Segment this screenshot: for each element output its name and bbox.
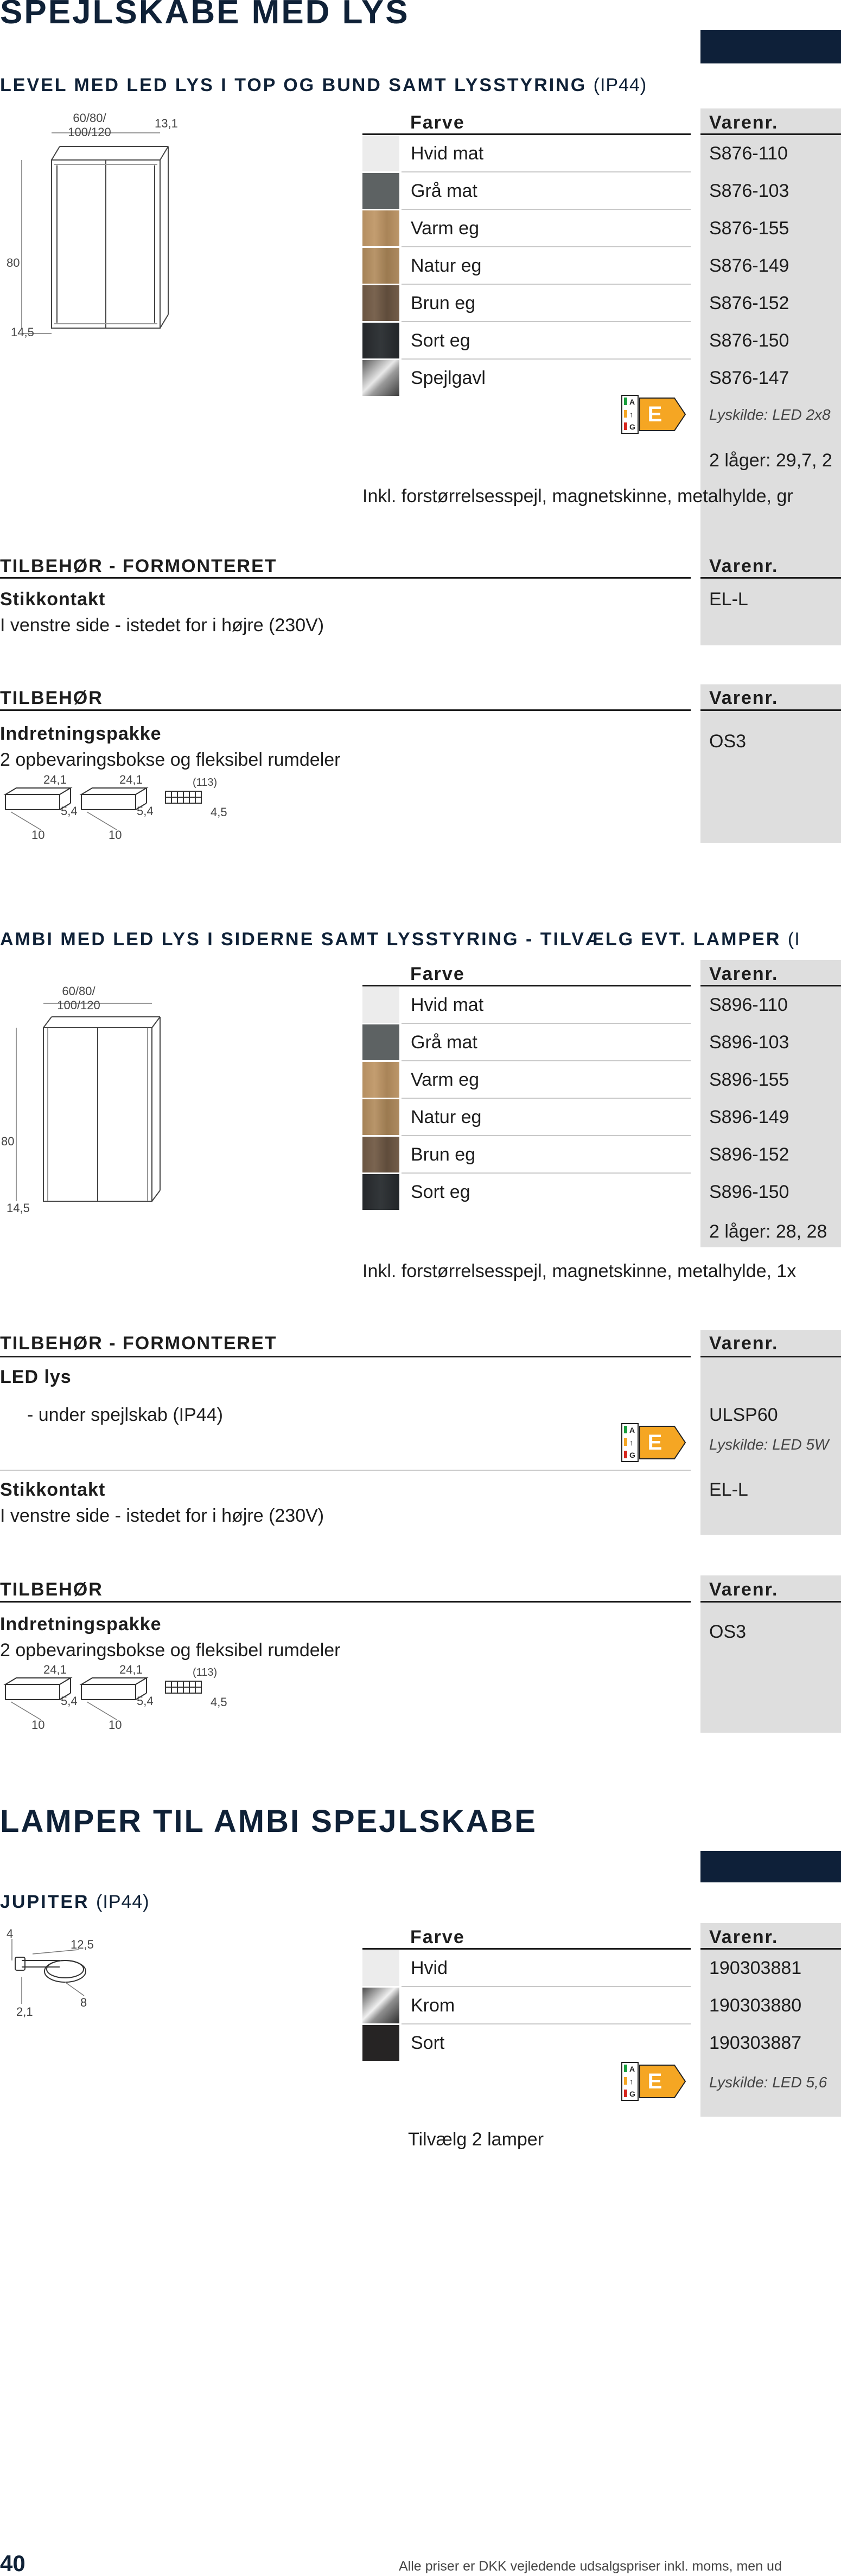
energy-class-letter: E xyxy=(647,1431,662,1454)
section-rule xyxy=(700,1948,841,1950)
swatch-spejlgavl xyxy=(362,360,399,396)
lamps-title: LAMPER TIL AMBI SPEJLSKABE xyxy=(0,1804,537,1839)
ambi-dim-bottom: 14,5 xyxy=(7,1201,30,1215)
level-acc-pre-desc: I venstre side - istedet for i højre (230V) xyxy=(0,615,324,636)
swatch-sort xyxy=(362,2025,399,2061)
lamps-row-item: 190303880 xyxy=(709,1995,802,2016)
section-rule xyxy=(362,985,691,986)
section-rule xyxy=(0,1356,691,1357)
ambi-acc-pre-col-item: Varenr. xyxy=(709,1333,779,1354)
row-divider xyxy=(402,1135,691,1136)
level-row-item: S876-147 xyxy=(709,368,789,388)
dim-label: 10 xyxy=(31,828,45,842)
ambi-acc-title: TILBEHØR xyxy=(0,1579,103,1600)
level-heading: LEVEL MED LED LYS I TOP OG BUND SAMT LYSSTYRING (IP44) xyxy=(0,75,647,95)
ambi-row-item: S896-103 xyxy=(709,1032,789,1053)
lamps-col-color: Farve xyxy=(410,1927,465,1947)
dim-label: 8 xyxy=(80,1996,87,2009)
row-divider xyxy=(402,1986,691,1987)
dim-label: 12,5 xyxy=(71,1938,94,1951)
row-divider xyxy=(402,284,691,285)
level-acc-pre-col-item: Varenr. xyxy=(709,556,779,576)
ambi-row-color: Brun eg xyxy=(411,1144,476,1165)
level-incl-note: Inkl. forstørrelsesspejl, magnetskinne, metalhylde, gr xyxy=(362,486,793,507)
dim-label: 4 xyxy=(7,1927,14,1940)
ambi-incl-note: Inkl. forstørrelsesspejl, magnetskinne, metalhylde, 1x xyxy=(362,1261,797,1281)
level-dim-depth: 13,1 xyxy=(155,117,178,130)
ambi-col-color: Farve xyxy=(410,964,465,984)
section-rule xyxy=(0,577,691,579)
ambi-row-color: Hvid mat xyxy=(411,995,484,1015)
dim-label: (113) xyxy=(193,777,218,789)
lamps-light-source: Lyskilde: LED 5,6 xyxy=(709,2074,827,2091)
level-row-color: Brun eg xyxy=(411,293,476,313)
level-acc-desc: 2 opbevaringsbokse og fleksibel rumdeler xyxy=(0,749,341,770)
lamps-row-color: Krom xyxy=(411,1995,455,2016)
section-rule xyxy=(700,709,841,711)
section-rule xyxy=(700,577,841,579)
level-dim-width2: 100/120 xyxy=(68,125,111,139)
ambi-acc-item: OS3 xyxy=(709,1622,747,1642)
energy-class-letter: E xyxy=(647,2069,662,2093)
level-col-color: Farve xyxy=(410,112,465,133)
dim-label: 24,1 xyxy=(43,773,67,786)
swatch-hvid-mat xyxy=(362,987,399,1023)
ambi-row-item: S896-150 xyxy=(709,1182,789,1202)
level-row-item: S876-155 xyxy=(709,218,789,239)
section-rule xyxy=(0,1601,691,1603)
level-row-color: Varm eg xyxy=(411,218,479,239)
svg-text:A: A xyxy=(629,398,635,406)
level-acc-pre-item: EL-L xyxy=(709,589,748,610)
navy-price-header xyxy=(700,1851,841,1882)
ambi-acc-desc: 2 opbevaringsbokse og fleksibel rumdeler xyxy=(0,1640,341,1661)
svg-text:G: G xyxy=(629,2090,635,2098)
ambi-dim-width2: 100/120 xyxy=(57,998,100,1012)
ambi-acc-pre-bg xyxy=(700,1330,841,1535)
level-item-rule xyxy=(700,133,841,135)
row-divider xyxy=(402,246,691,247)
led-lys-source: Lyskilde: LED 5W xyxy=(709,1436,829,1453)
lamps-row-item: 190303881 xyxy=(709,1958,802,1978)
stikkontakt-item: EL-L xyxy=(709,1479,748,1500)
jupiter-heading: JUPITER (IP44) xyxy=(0,1892,150,1912)
dim-label: 4,5 xyxy=(211,1695,227,1709)
stikkontakt-name: Stikkontakt xyxy=(0,1479,106,1500)
dim-label: 10 xyxy=(109,828,122,842)
level-row-color: Hvid mat xyxy=(411,143,484,164)
row-divider xyxy=(402,1172,691,1174)
ambi-heading: AMBI MED LED LYS I SIDERNE SAMT LYSSTYRING - TILVÆLG EVT. LAMPER (I xyxy=(0,929,800,950)
lamps-note: Tilvælg 2 lamper xyxy=(408,2129,544,2150)
level-row-color: Grå mat xyxy=(411,181,477,201)
swatch-varm-eg xyxy=(362,1062,399,1098)
level-acc-col-item: Varenr. xyxy=(709,688,779,708)
level-row-color: Sort eg xyxy=(411,330,470,351)
svg-text:↑: ↑ xyxy=(629,1438,633,1447)
energy-label-icon xyxy=(621,1423,687,1462)
energy-label-icon xyxy=(621,2062,687,2101)
row-divider xyxy=(402,1060,691,1061)
page-number: 40 xyxy=(0,2551,26,2576)
level-row-color: Natur eg xyxy=(411,255,482,276)
level-col-item: Varenr. xyxy=(709,112,779,133)
svg-text:↑: ↑ xyxy=(629,2077,633,2086)
dim-label: 24,1 xyxy=(119,1663,143,1676)
lamps-row-color: Sort xyxy=(411,2033,445,2053)
level-organizer-drawing xyxy=(0,773,255,841)
led-lys-item: ULSP60 xyxy=(709,1405,778,1425)
level-cabinet-drawing xyxy=(0,111,178,350)
level-acc-title: TILBEHØR xyxy=(0,688,103,708)
row-divider xyxy=(402,209,691,210)
swatch-sort-eg xyxy=(362,323,399,358)
svg-text:G: G xyxy=(629,1451,635,1459)
ambi-acc-name: Indretningspakke xyxy=(0,1614,162,1635)
level-row-item: S876-103 xyxy=(709,181,789,201)
led-lys-name: LED lys xyxy=(0,1367,72,1387)
dim-label: 5,4 xyxy=(61,1694,78,1708)
dim-label: 5,4 xyxy=(61,804,78,818)
ambi-cabinet-drawing xyxy=(0,984,174,1223)
swatch-brun-eg xyxy=(362,285,399,321)
level-color-rule xyxy=(362,133,691,135)
navy-price-header xyxy=(700,30,841,63)
lamps-row-item: 190303887 xyxy=(709,2033,802,2053)
ambi-row-color: Varm eg xyxy=(411,1069,479,1090)
section-rule xyxy=(700,985,841,986)
swatch-hvid xyxy=(362,1950,399,1986)
level-dim-width: 60/80/ xyxy=(73,111,106,125)
ambi-row-color: Natur eg xyxy=(411,1107,482,1127)
row-divider xyxy=(402,1023,691,1024)
swatch-graa-mat xyxy=(362,173,399,209)
level-row-color: Spejlgavl xyxy=(411,368,486,388)
level-row-item: S876-150 xyxy=(709,330,789,351)
ambi-row-color: Sort eg xyxy=(411,1182,470,1202)
dim-label: 5,4 xyxy=(137,1694,154,1708)
ambi-row-item: S896-110 xyxy=(709,995,788,1015)
section-rule xyxy=(700,1601,841,1603)
swatch-krom xyxy=(362,1988,399,2023)
ambi-row-color: Grå mat xyxy=(411,1032,477,1053)
level-acc-name: Indretningspakke xyxy=(0,723,162,744)
ambi-acc-pre-title: TILBEHØR - FORMONTERET xyxy=(0,1333,277,1354)
level-acc-pre-name: Stikkontakt xyxy=(0,589,106,610)
dim-label: (113) xyxy=(193,1667,218,1678)
dim-label: 10 xyxy=(109,1718,122,1732)
ambi-row-item: S896-149 xyxy=(709,1107,789,1127)
energy-class-letter: E xyxy=(647,402,662,426)
page-title: SPEJLSKABE MED LYS xyxy=(0,0,410,31)
lamps-col-item: Varenr. xyxy=(709,1927,779,1947)
ambi-acc-col-item: Varenr. xyxy=(709,1579,779,1600)
ambi-row-item: S896-155 xyxy=(709,1069,789,1090)
level-acc-item: OS3 xyxy=(709,731,747,752)
lamps-row-color: Hvid xyxy=(411,1958,448,1978)
row-divider xyxy=(402,358,691,360)
jupiter-lamp-drawing xyxy=(0,1928,125,2036)
level-dim-height: 80 xyxy=(7,256,20,270)
level-acc-pre-title: TILBEHØR - FORMONTERET xyxy=(0,556,277,576)
section-rule xyxy=(0,709,691,711)
ambi-row-item: S896-152 xyxy=(709,1144,789,1165)
dim-label: 24,1 xyxy=(43,1663,67,1676)
dim-label: 10 xyxy=(31,1718,45,1732)
footer-note: Alle priser er DKK vejledende udsalgspriser inkl. moms, men ud xyxy=(399,2559,782,2574)
led-lys-desc: - under spejlskab (IP44) xyxy=(27,1405,223,1425)
level-doors-note: 2 låger: 29,7, 2 xyxy=(709,450,832,471)
svg-text:G: G xyxy=(629,422,635,431)
section-rule xyxy=(362,1948,691,1950)
svg-text:↑: ↑ xyxy=(629,410,633,419)
swatch-graa-mat xyxy=(362,1024,399,1060)
ambi-dim-width: 60/80/ xyxy=(62,984,95,998)
row-divider xyxy=(402,2023,691,2024)
stikkontakt-desc: I venstre side - istedet for i højre (230V) xyxy=(0,1505,324,1526)
swatch-natur-eg xyxy=(362,1099,399,1135)
svg-text:A: A xyxy=(629,1426,635,1434)
dim-label: 2,1 xyxy=(16,2005,33,2018)
swatch-brun-eg xyxy=(362,1137,399,1172)
row-divider xyxy=(402,321,691,322)
dim-label: 24,1 xyxy=(119,773,143,786)
level-light-source: Lyskilde: LED 2x8 xyxy=(709,406,831,423)
ambi-organizer-drawing xyxy=(0,1663,255,1731)
svg-text:A: A xyxy=(629,2065,635,2073)
dim-label: 5,4 xyxy=(137,804,154,818)
level-dim-bottom: 14,5 xyxy=(11,325,34,339)
level-row-item: S876-149 xyxy=(709,255,789,276)
swatch-sort-eg xyxy=(362,1174,399,1210)
ambi-col-item: Varenr. xyxy=(709,964,779,984)
ambi-dim-height: 80 xyxy=(1,1135,15,1148)
swatch-hvid-mat xyxy=(362,136,399,171)
swatch-varm-eg xyxy=(362,210,399,246)
dim-label: 4,5 xyxy=(211,805,227,819)
level-row-item: S876-110 xyxy=(709,143,788,164)
row-divider xyxy=(402,1098,691,1099)
row-divider xyxy=(0,1470,691,1471)
row-divider xyxy=(402,171,691,172)
swatch-natur-eg xyxy=(362,248,399,284)
ambi-doors-note: 2 låger: 28, 28 xyxy=(709,1221,827,1242)
energy-label-icon xyxy=(621,395,687,434)
section-rule xyxy=(700,1356,841,1357)
level-row-item: S876-152 xyxy=(709,293,789,313)
